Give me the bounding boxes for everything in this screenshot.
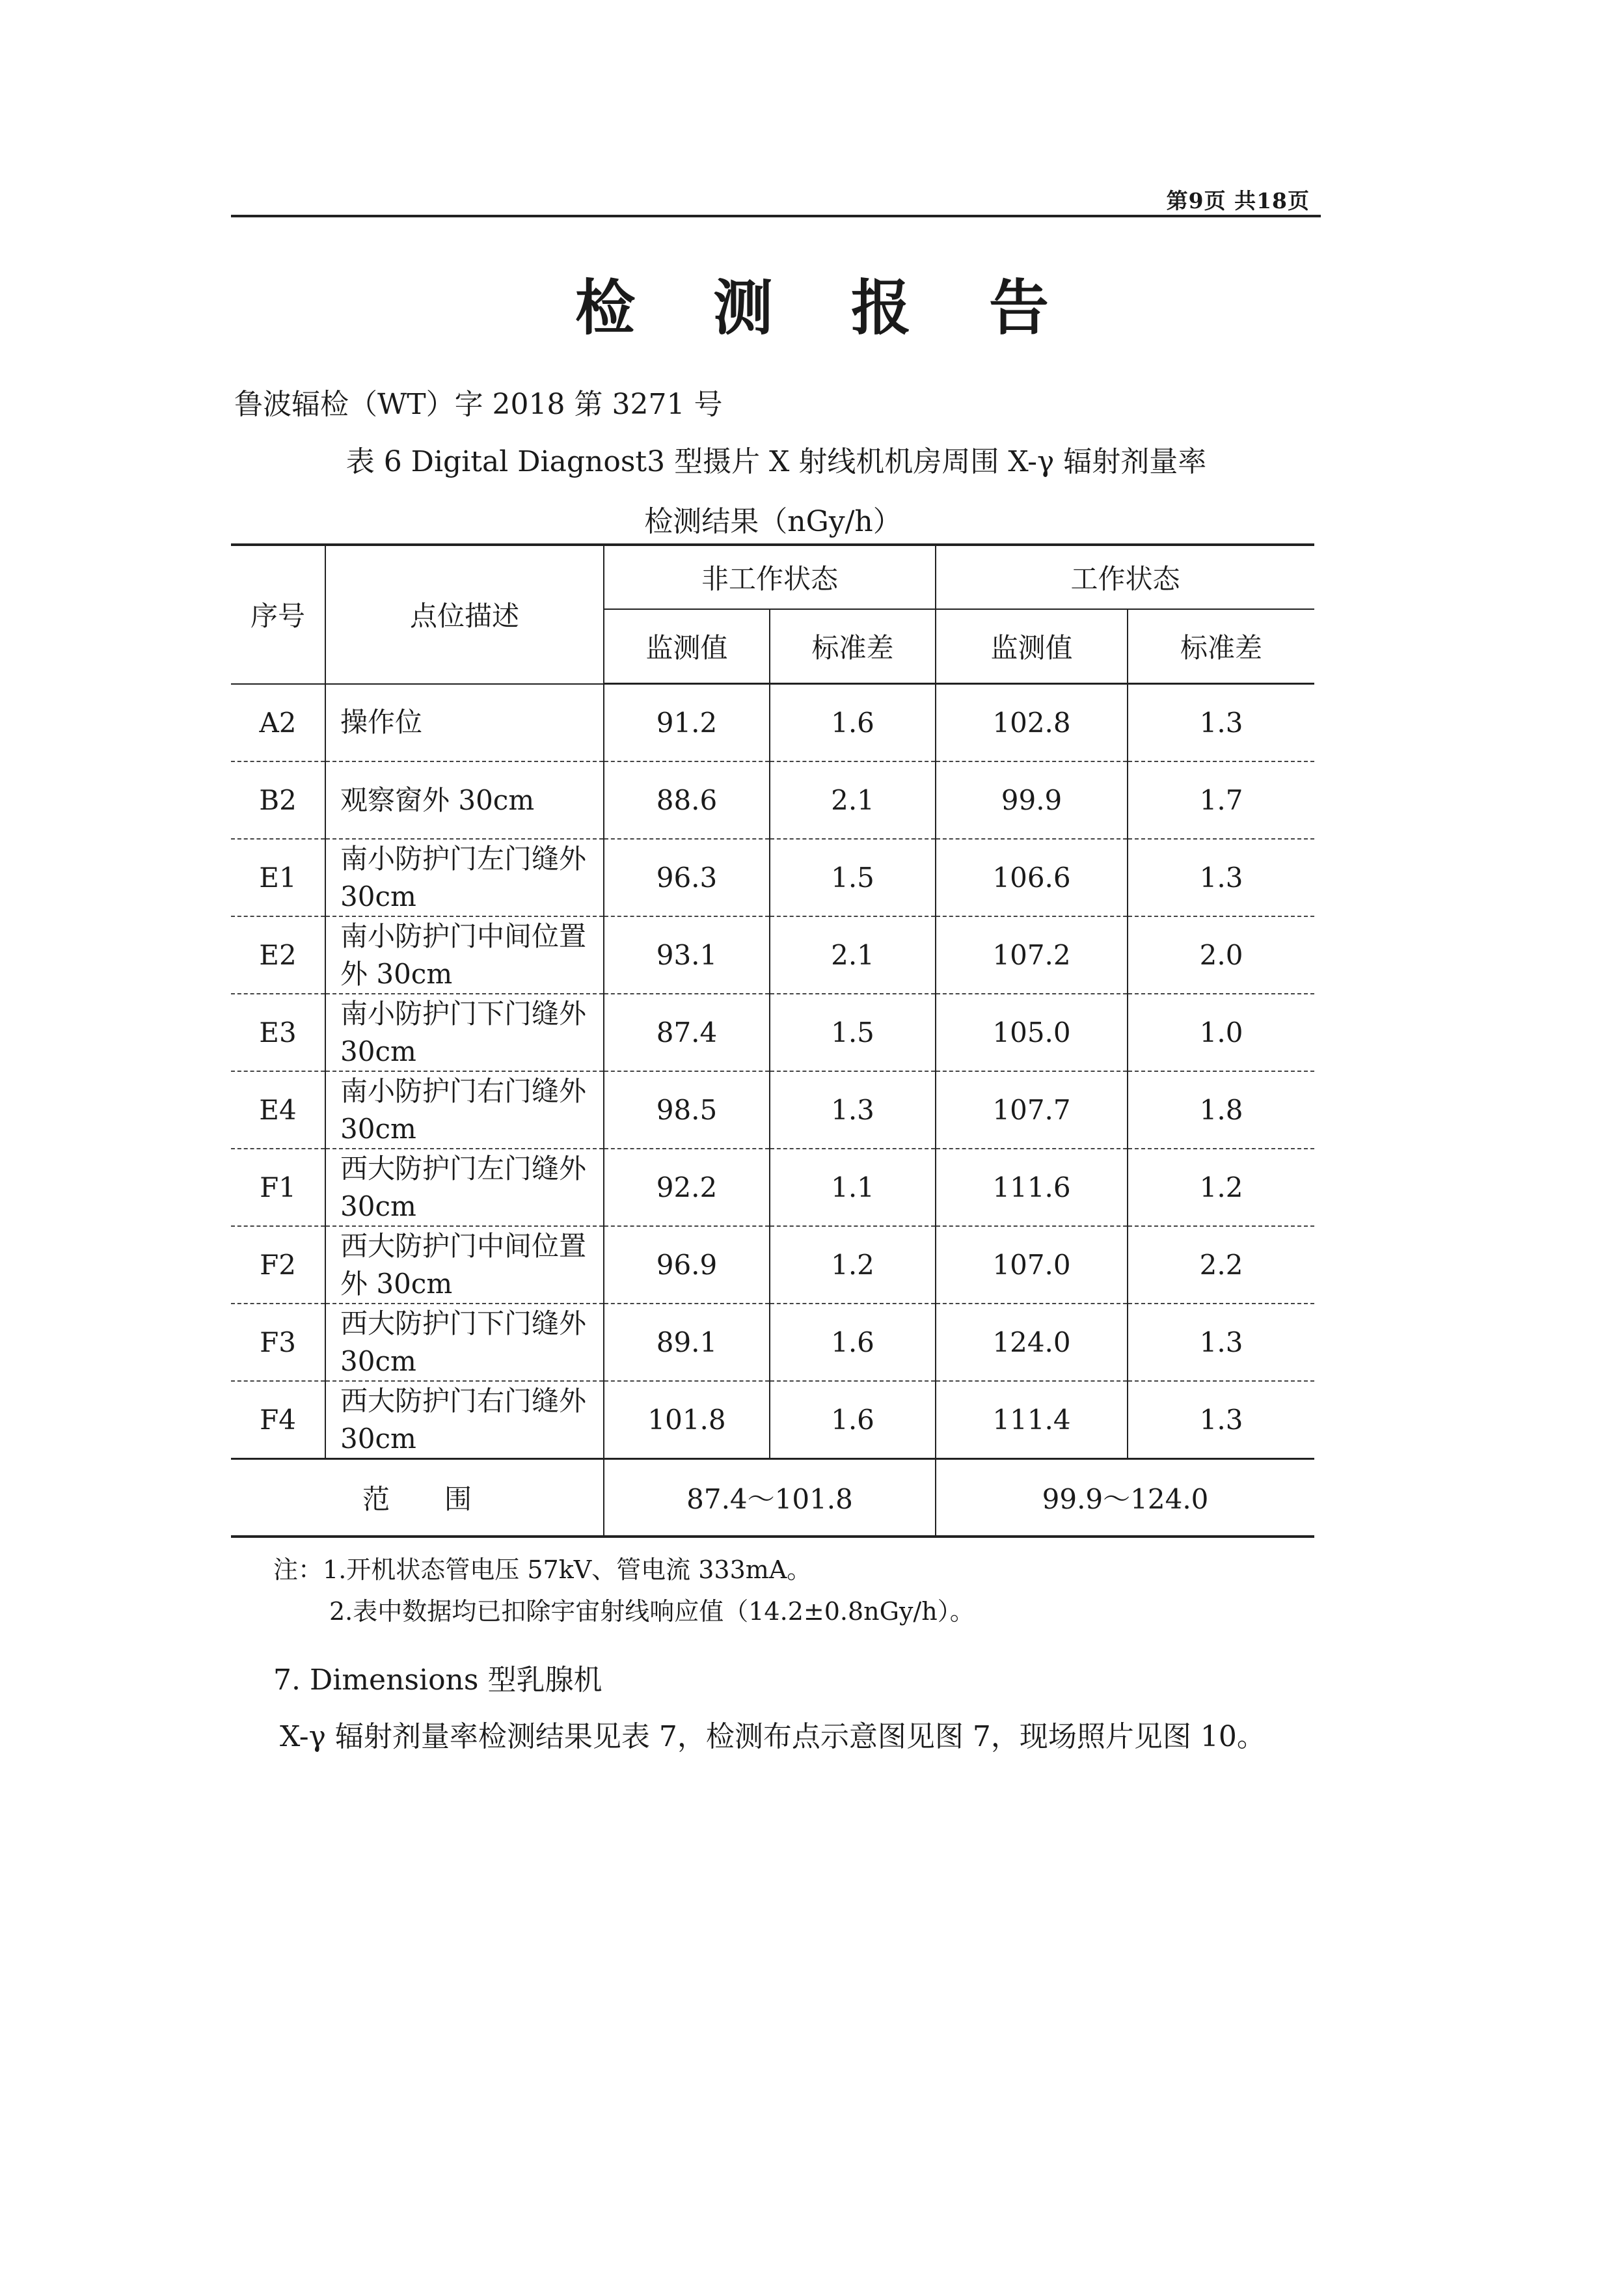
table-caption-line2: 检测结果（nGy/h）	[644, 505, 902, 538]
table-row	[231, 1226, 1314, 1304]
cell-w-val: 124.0	[936, 1304, 1128, 1381]
cell-desc: 西大防护门下门缝外 30cm	[325, 1304, 604, 1381]
cell-desc: 西大防护门右门缝外 30cm	[325, 1381, 604, 1459]
cell-nw-std: 1.6	[770, 1304, 936, 1381]
cell-no: F1	[231, 1149, 325, 1226]
cell-w-std: 1.7	[1128, 761, 1314, 839]
cell-nw-val: 96.3	[604, 839, 770, 916]
cell-no: E2	[231, 916, 325, 994]
cell-w-std: 1.3	[1128, 684, 1314, 762]
header-no: 序号	[231, 545, 325, 684]
cell-desc: 观察窗外 30cm	[325, 761, 604, 839]
cell-no: E4	[231, 1071, 325, 1149]
table-row	[231, 684, 1314, 762]
range-label: 范 围	[231, 1459, 604, 1537]
cell-w-val: 111.6	[936, 1149, 1128, 1226]
cell-nw-val: 91.2	[604, 684, 770, 762]
cell-w-std: 1.8	[1128, 1071, 1314, 1149]
cell-desc: 西大防护门左门缝外 30cm	[325, 1149, 604, 1226]
note-line-1	[273, 1549, 975, 1591]
table-notes	[273, 1549, 975, 1632]
note-2: 2.表中数据均已扣除宇宙射线响应值（14.2±0.8nGy/h）。	[329, 1597, 975, 1626]
cell-nw-std: 1.5	[770, 994, 936, 1071]
cell-nw-val: 96.9	[604, 1226, 770, 1304]
cell-nw-std: 2.1	[770, 761, 936, 839]
cell-no: B2	[231, 761, 325, 839]
cell-nw-val: 92.2	[604, 1149, 770, 1226]
header-working: 工作状态	[936, 545, 1314, 609]
header-nw-measured: 监测值	[604, 609, 770, 684]
range-working: 99.9～124.0	[936, 1459, 1314, 1537]
table-row	[231, 916, 1314, 994]
cell-nw-std: 1.6	[770, 1381, 936, 1459]
cell-nw-std: 1.1	[770, 1149, 936, 1226]
cell-w-val: 107.2	[936, 916, 1128, 994]
cell-w-std: 1.3	[1128, 1304, 1314, 1381]
header-w-measured: 监测值	[936, 609, 1128, 684]
cell-nw-std: 2.1	[770, 916, 936, 994]
document-title: 检 测 报 告	[575, 273, 1078, 343]
cell-desc: 南小防护门左门缝外 30cm	[325, 839, 604, 916]
cell-w-val: 106.6	[936, 839, 1128, 916]
header-non-working: 非工作状态	[604, 545, 936, 609]
cell-nw-val: 93.1	[604, 916, 770, 994]
cell-nw-val: 89.1	[604, 1304, 770, 1381]
header-w-std: 标准差	[1128, 609, 1314, 684]
cell-desc: 南小防护门中间位置外 30cm	[325, 916, 604, 994]
range-row	[231, 1459, 1314, 1537]
note-prefix: 注：	[273, 1555, 323, 1584]
cell-desc: 操作位	[325, 684, 604, 762]
table-row	[231, 1149, 1314, 1226]
table-row	[231, 994, 1314, 1071]
cell-nw-std: 1.2	[770, 1226, 936, 1304]
table-row	[231, 1304, 1314, 1381]
page-number: 第9页 共18页	[1166, 188, 1310, 213]
table-row	[231, 839, 1314, 916]
cell-no: F3	[231, 1304, 325, 1381]
cell-nw-std: 1.5	[770, 839, 936, 916]
cell-desc: 南小防护门右门缝外 30cm	[325, 1071, 604, 1149]
range-non-working: 87.4～101.8	[604, 1459, 936, 1537]
cell-no: A2	[231, 684, 325, 762]
note-1: 1.开机状态管电压 57kV、管电流 333mA。	[323, 1555, 812, 1584]
cell-desc: 西大防护门中间位置外 30cm	[325, 1226, 604, 1304]
cell-nw-val: 101.8	[604, 1381, 770, 1459]
cell-w-val: 111.4	[936, 1381, 1128, 1459]
cell-w-val: 107.7	[936, 1071, 1128, 1149]
header-nw-std: 标准差	[770, 609, 936, 684]
table-row	[231, 1071, 1314, 1149]
cell-w-std: 1.3	[1128, 1381, 1314, 1459]
cell-nw-val: 98.5	[604, 1071, 770, 1149]
body-paragraph: X-γ 辐射剂量率检测结果见表 7，检测布点示意图见图 7，现场照片见图 10。	[280, 1720, 1265, 1753]
cell-w-std: 1.0	[1128, 994, 1314, 1071]
cell-no: F4	[231, 1381, 325, 1459]
cell-w-val: 99.9	[936, 761, 1128, 839]
cell-w-val: 107.0	[936, 1226, 1128, 1304]
cell-nw-val: 88.6	[604, 761, 770, 839]
cell-w-std: 1.3	[1128, 839, 1314, 916]
cell-nw-std: 1.6	[770, 684, 936, 762]
cell-desc: 南小防护门下门缝外 30cm	[325, 994, 604, 1071]
cell-no: E1	[231, 839, 325, 916]
header-rule	[231, 215, 1321, 217]
header-desc: 点位描述	[325, 545, 604, 684]
section-heading: 7. Dimensions 型乳腺机	[273, 1663, 602, 1697]
cell-no: F2	[231, 1226, 325, 1304]
cell-w-val: 105.0	[936, 994, 1128, 1071]
results-table	[231, 543, 1314, 1538]
table-row	[231, 1381, 1314, 1459]
cell-nw-val: 87.4	[604, 994, 770, 1071]
cell-nw-std: 1.3	[770, 1071, 936, 1149]
reference-number: 鲁波辐检（WT）字 2018 第 3271 号	[234, 388, 723, 421]
cell-no: E3	[231, 994, 325, 1071]
table-caption-line1: 表 6 Digital Diagnost3 型摄片 X 射线机机房周围 X-γ 辐射剂量率	[345, 445, 1207, 478]
cell-w-val: 102.8	[936, 684, 1128, 762]
cell-w-std: 2.0	[1128, 916, 1314, 994]
cell-w-std: 2.2	[1128, 1226, 1314, 1304]
table-row	[231, 761, 1314, 839]
cell-w-std: 1.2	[1128, 1149, 1314, 1226]
